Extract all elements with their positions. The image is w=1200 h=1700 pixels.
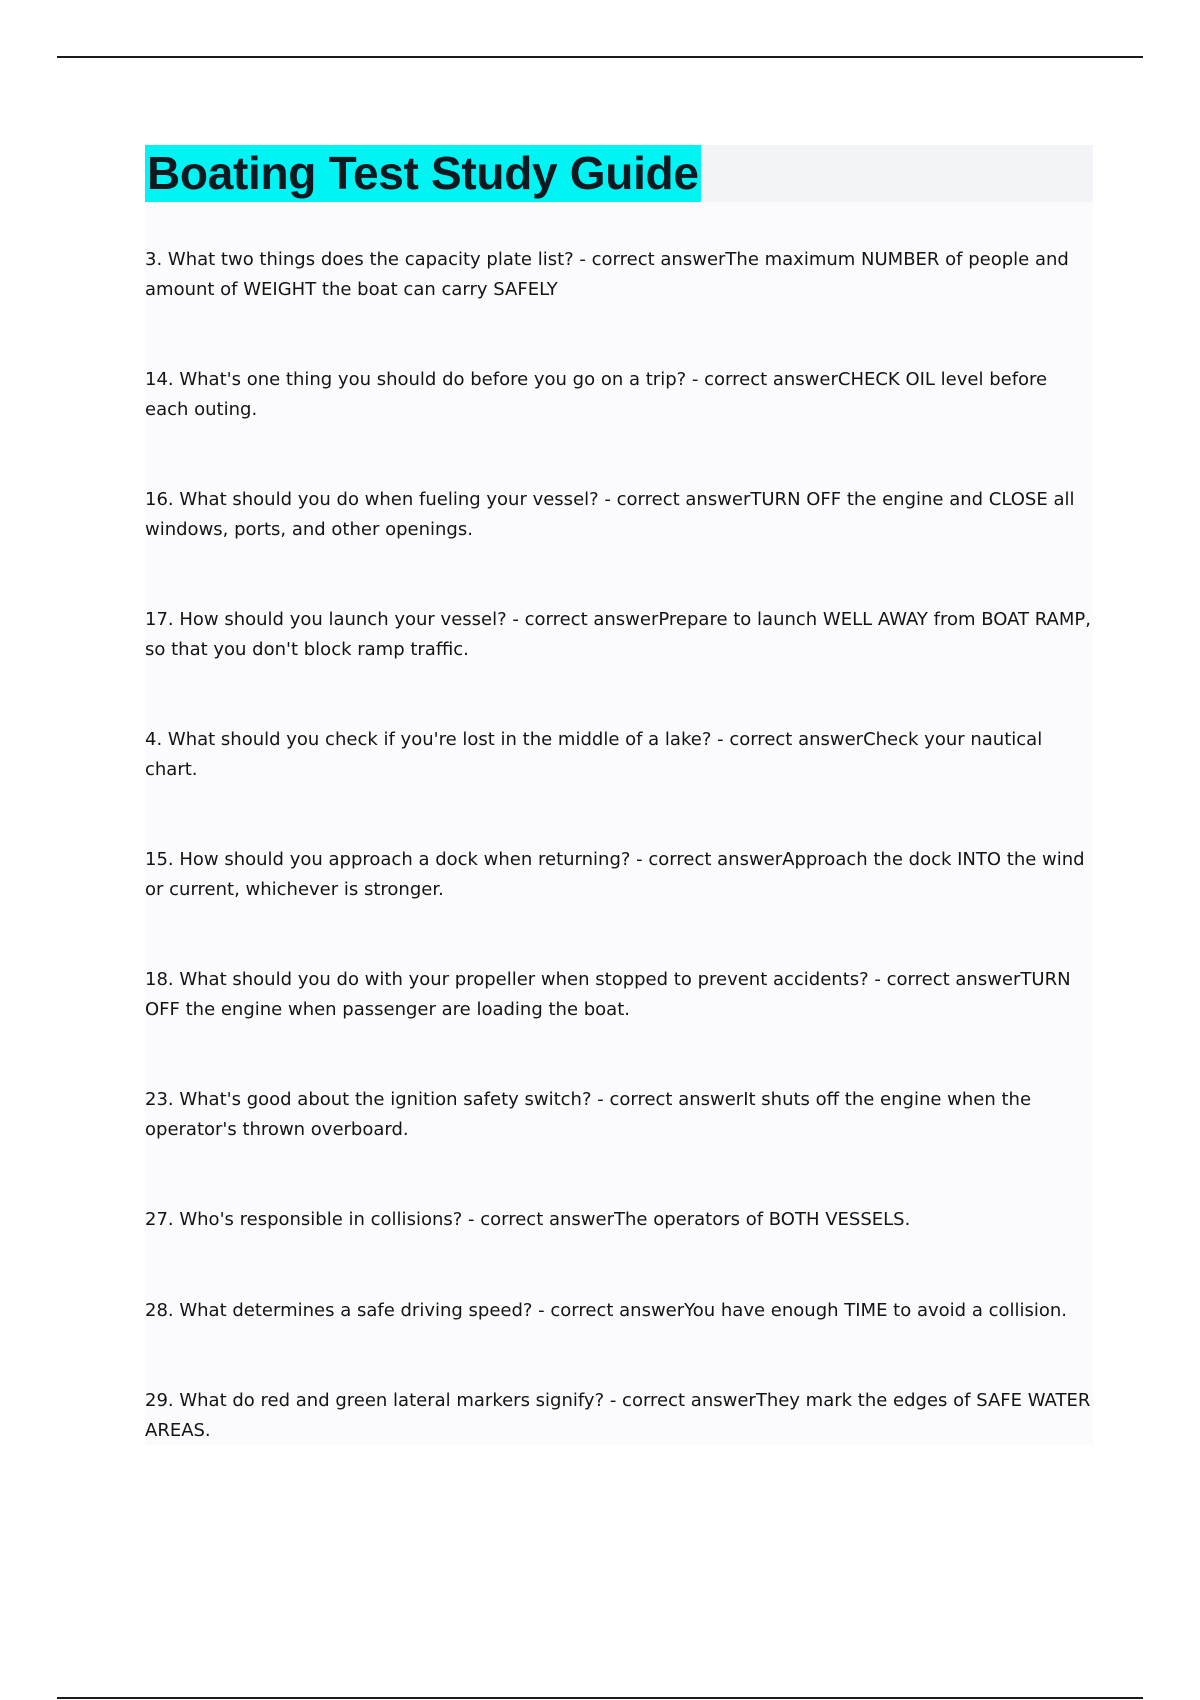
qa-item-14: 14. What's one thing you should do before you go on a trip? - correct answerCHECK OIL level before each outing.	[145, 369, 1048, 420]
qa-item-4: 4. What should you check if you're lost in the middle of a lake? - correct answerCheck your nautical chart.	[145, 729, 1043, 780]
document-title: Boating Test Study Guide	[145, 145, 701, 202]
qa-item-15: 15. How should you approach a dock when returning? - correct answerApproach the dock INTO the wind or current, whichever is stronger.	[145, 849, 1085, 900]
qa-item-16: 16. What should you do when fueling your vessel? - correct answerTURN OFF the engine and CLOSE all windows, ports, and other openings.	[145, 489, 1075, 540]
qa-item-23: 23. What's good about the ignition safety switch? - correct answerIt shuts off the engine when the operator's thrown overboard.	[145, 1089, 1032, 1140]
qa-item-27: 27. Who's responsible in collisions? - correct answerThe operators of BOTH VESSELS.	[145, 1209, 911, 1230]
qa-item-18: 18. What should you do with your propeller when stopped to prevent accidents? - correct answerTURN OFF the engine when passenger are loading the boat.	[145, 969, 1071, 1020]
header-rule	[57, 56, 1143, 58]
qa-item-17: 17. How should you launch your vessel? - correct answerPrepare to launch WELL AWAY from BOAT RAMP, so that you don't block ramp traffic.	[145, 609, 1091, 660]
qa-item-3: 3. What two things does the capacity plate list? - correct answerThe maximum NUMBER of people and amount of WEIGHT the boat can carry SAFELY	[145, 249, 1069, 300]
qa-item-29: 29. What do red and green lateral markers signify? - correct answerThey mark the edges of SAFE WATER AREAS.	[145, 1390, 1091, 1441]
qa-item-28: 28. What determines a safe driving speed? - correct answerYou have enough TIME to avoid a collision.	[145, 1300, 1067, 1321]
footer-rule	[57, 1697, 1143, 1699]
question-answer-list	[145, 245, 1095, 1446]
